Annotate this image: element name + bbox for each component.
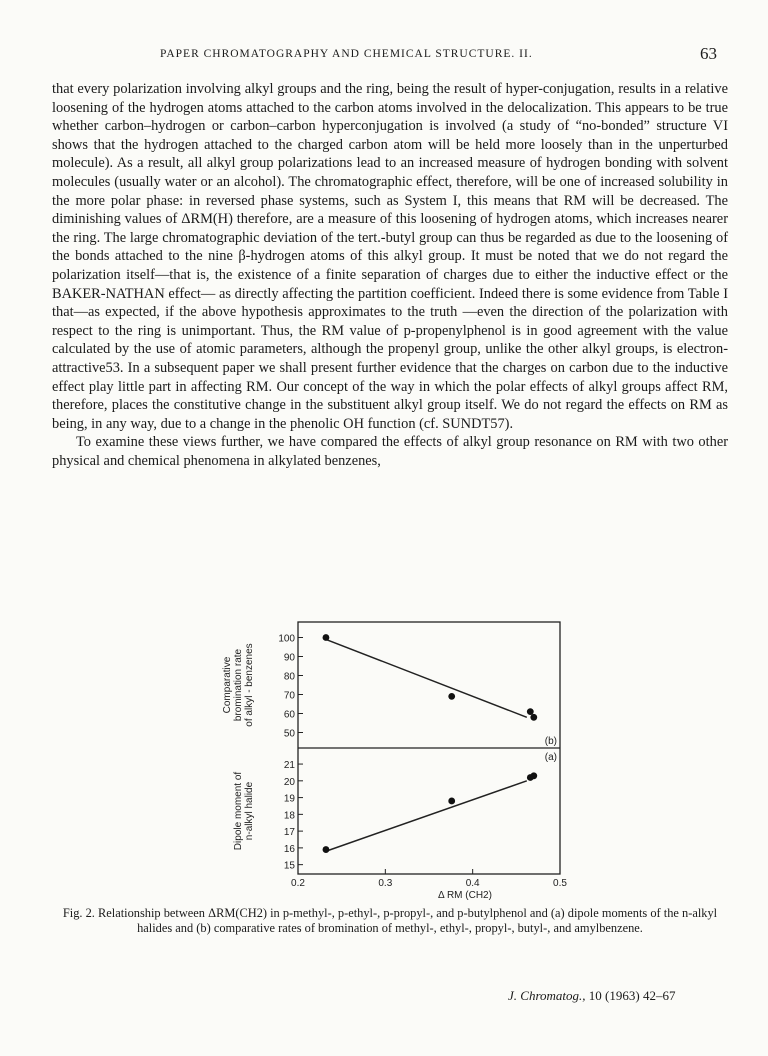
paragraph-1: that every polarization involving alkyl groups and the ring, being the result of hyper-conjugation, results in a relative loosening of the hydrogen atoms attached to the carbon atoms involved in the delocalization. This appears to be true whether carbon–hydrogen or carbon–carbon hyperconjugation is involved (a study of “no-bonded” structure VI shows that the hydrogen attached to the charged carbon atom will be held more loosely than in the unperturbed molecule). As a result, all alkyl group polarizations lead to an increased measure of hydrogen bonding with solvent molecules (usually water or an alcohol). The chromatographic effect, therefore, will be one of increased solubility in the more polar phase: in reversed phase systems, such as System I, this means that RM will be decreased. The diminishing values of ΔRM(H) therefore, are a measure of this loosening of hydrogen atoms, which increases nearer the ring. The large chromatographic deviation of the tert.-butyl group can thus be regarded as due to the loosening of the bonds attached to the nine β-hydrogen atoms of this alkyl group. It must be noted that we do not regard the polarization itself—that is, the existence of a finite separation of charges due to either the inductive effect or the BAKER-NATHAN effect— as directly affecting the partition coefficient. Indeed there is some evidence from Table I that—as expected, if the above hypothesis approximates to the truth —even the direction of the polarization with respect to the ring is unimportant. Thus, the RM value of p-propenylphenol is in good agreement with the value calculated by the use of atomic parameters, although the propenyl group, unlike the other alkyl groups, is electron-attractive53. In a subsequent paper we shall present further evidence that the charges on carbon due to the inductive effect play little part in affecting RM. Our concept of the way in which the polar effects of alkyl groups affect RM, therefore, places the constitutive change in the substituent alkyl group itself. We do not regard the effects on RM as being, in any way, due to a change in the phenolic OH function (cf. SUNDT57). [52, 81, 728, 432]
y-tick-label: 18 [283, 810, 295, 822]
body-text [52, 80, 728, 470]
y-tick-label: 50 [283, 728, 295, 740]
figure-2-chart [200, 600, 600, 910]
figure-caption: Fig. 2. Relationship between ΔRM(CH2) in p-methyl-, p-ethyl-, p-propyl-, and p-butylphenol and (a) dipole moments of the n-alkyl halides and (b) comparative rates of bromination of methyl-, ethyl-, propyl-, butyl-, and amylbenzene. [62, 906, 718, 935]
y-tick-label: 100 [278, 633, 295, 645]
y-tick-label: 60 [283, 709, 295, 721]
fit-line [326, 781, 527, 851]
y-tick-label: 15 [283, 860, 295, 872]
x-axis-label: Δ RM (CH2) [438, 890, 492, 901]
journal-citation: 10 (1963) 42–67 [588, 988, 676, 1003]
x-tick-label: 0.4 [465, 878, 480, 889]
x-tick-label: 0.5 [553, 878, 567, 889]
y-tick-label: 70 [283, 690, 295, 702]
y-axis-label: Comparative [222, 656, 233, 714]
y-tick-label: 90 [283, 652, 295, 664]
page-number: 63 [700, 44, 717, 63]
y-axis-label: n-alkyl halide [244, 781, 255, 841]
y-tick-label: 80 [283, 671, 295, 683]
fit-line [326, 639, 527, 717]
y-axis-label: of alkyl - benzenes [244, 643, 255, 727]
data-point [448, 798, 455, 805]
panel-label: (b) [544, 736, 557, 747]
panel-label: (a) [544, 752, 557, 763]
data-point [530, 772, 537, 779]
journal-footer [508, 988, 675, 1004]
journal-name: J. Chromatog., [508, 988, 586, 1003]
data-point [323, 846, 330, 853]
y-axis-label: Dipole moment of [233, 771, 244, 851]
data-point [530, 714, 537, 721]
y-axis-label: bromination rate [233, 648, 244, 722]
figure-2 [200, 600, 600, 910]
data-point [527, 708, 534, 715]
data-point [323, 634, 330, 641]
data-point [448, 693, 455, 700]
y-tick-label: 16 [283, 843, 295, 855]
y-tick-label: 20 [283, 776, 295, 788]
running-header: PAPER CHROMATOGRAPHY AND CHEMICAL STRUCTURE. II. [160, 48, 533, 60]
y-tick-label: 17 [283, 827, 295, 839]
y-tick-label: 21 [283, 760, 295, 772]
y-tick-label: 19 [283, 793, 295, 805]
paragraph-2: To examine these views further, we have compared the effects of alkyl group resonance on RM with two other physical and chemical phenomena in alkylated benzenes, [52, 434, 728, 469]
x-tick-label: 0.2 [291, 878, 305, 889]
x-tick-label: 0.3 [378, 878, 393, 889]
